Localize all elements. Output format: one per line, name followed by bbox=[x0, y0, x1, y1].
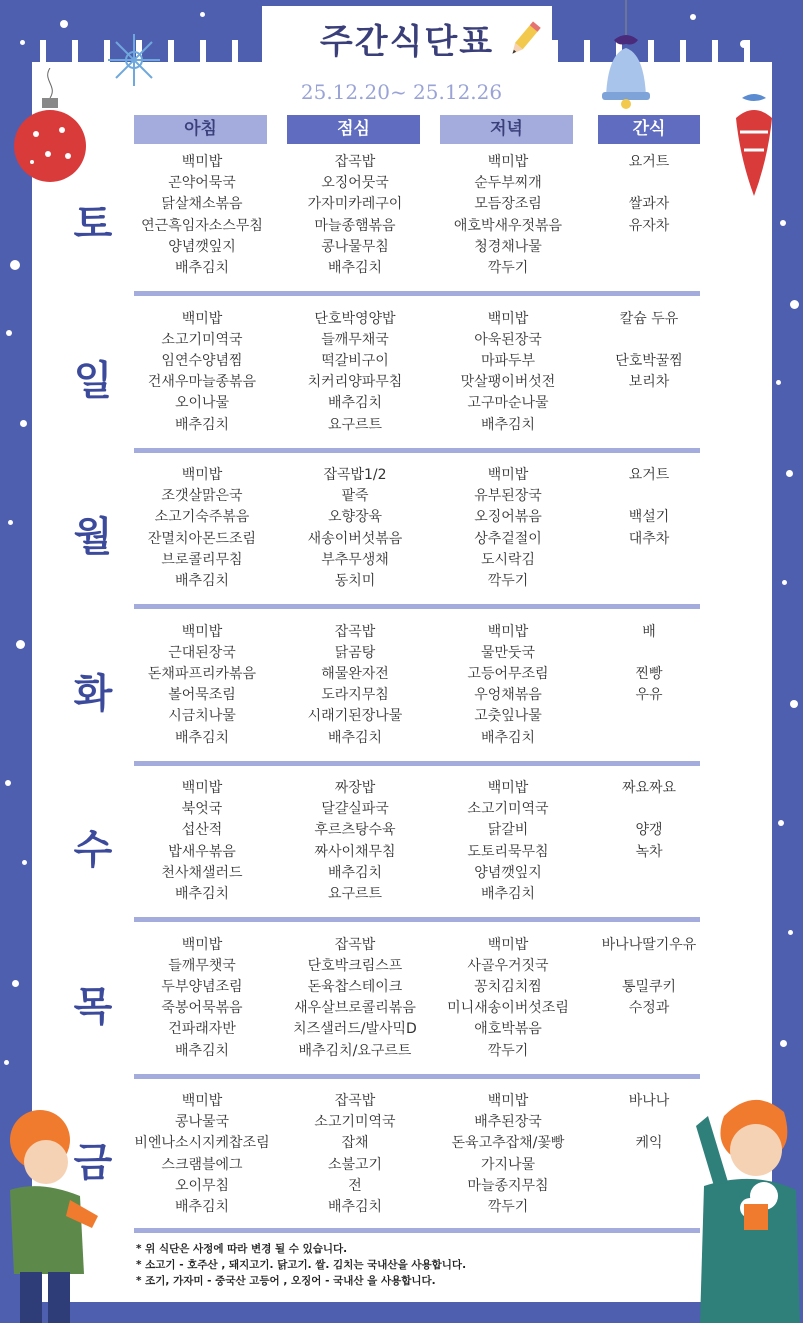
menu-item-snack: 바나나딸기우유 bbox=[601, 936, 697, 953]
menu-item-snack: 짜요짜요 bbox=[621, 780, 677, 796]
day-separator bbox=[134, 1228, 700, 1233]
menu-item-breakfast: 북엇국 bbox=[181, 801, 223, 818]
menu-item-dinner: 깍두기 bbox=[487, 260, 529, 276]
snow-dot bbox=[780, 220, 786, 226]
menu-item-dinner: 우엉채볶음 bbox=[474, 687, 542, 704]
menu-item-snack: 수정과 bbox=[628, 1000, 670, 1017]
menu-item-breakfast: 천사채샐러드 bbox=[161, 864, 243, 881]
snow-dot bbox=[16, 640, 25, 649]
day-separator bbox=[134, 1074, 700, 1079]
note-line: * 소고기 - 호주산 , 돼지고기. 닭고기. 쌀. 김치는 국내산을 사용합니다. bbox=[136, 1259, 467, 1271]
note-line: * 위 식단은 사정에 따라 변경 될 수 있습니다. bbox=[136, 1243, 348, 1255]
menu-item-dinner: 고춧잎나물 bbox=[474, 708, 542, 725]
menu-item-lunch: 배추김치 bbox=[327, 1199, 383, 1215]
menu-item-dinner: 상추겉절이 bbox=[474, 530, 542, 547]
menu-item-snack: 요거트 bbox=[628, 467, 670, 483]
menu-item-dinner: 배추된장국 bbox=[474, 1114, 542, 1131]
border-tick bbox=[680, 40, 686, 62]
menu-item-snack: 단호박꿀찜 bbox=[615, 352, 683, 369]
day-label: 월 bbox=[73, 514, 113, 560]
menu-item-breakfast: 볼어묵조림 bbox=[168, 687, 236, 704]
menu-item-lunch: 새송이버섯볶음 bbox=[307, 530, 403, 547]
menu-item-lunch: 부추무생채 bbox=[321, 551, 389, 568]
snow-dot bbox=[20, 420, 27, 427]
notes bbox=[136, 1241, 466, 1289]
menu-item-breakfast: 잔멸치아몬드조림 bbox=[147, 530, 257, 547]
menu-item-lunch: 팥죽 bbox=[341, 488, 369, 505]
menu-item-dinner: 도시락김 bbox=[480, 551, 536, 568]
snow-dot bbox=[778, 820, 784, 826]
menu-item-lunch: 배추김치/요구르트 bbox=[298, 1042, 412, 1059]
child-right-illustration bbox=[684, 1086, 803, 1323]
menu-item-lunch: 짜사이채무침 bbox=[314, 843, 396, 860]
menu-item-dinner: 청경채나물 bbox=[474, 238, 542, 255]
menu-item-breakfast: 근대된장국 bbox=[168, 644, 236, 661]
menu-item-dinner: 양념깻잎지 bbox=[474, 864, 542, 881]
menu-item-lunch: 떡갈비구이 bbox=[321, 352, 389, 369]
menu-item-dinner: 유부된장국 bbox=[474, 488, 542, 505]
snow-dot bbox=[8, 520, 13, 525]
menu-item-dinner: 아욱된장국 bbox=[474, 331, 542, 348]
border-tick bbox=[200, 40, 206, 62]
menu-item-lunch: 도라지무침 bbox=[321, 687, 389, 704]
menu-item-dinner: 도토리묵무침 bbox=[467, 843, 549, 860]
menu-item-lunch: 잡곡밥 bbox=[334, 623, 376, 640]
column-header-lunch: 점심 bbox=[287, 115, 420, 144]
date-range: 25.12.20~ 25.12.26 bbox=[300, 80, 503, 104]
day-label: 금 bbox=[73, 1140, 113, 1186]
menu-item-lunch: 잡곡밥 bbox=[334, 154, 376, 170]
snow-dot bbox=[790, 300, 799, 309]
menu-item-breakfast: 백미밥 bbox=[181, 1093, 223, 1109]
border-tick bbox=[584, 40, 590, 62]
menu-item-dinner: 미니새송이버섯조림 bbox=[447, 1000, 569, 1017]
menu-item-snack: 양갱 bbox=[635, 822, 663, 839]
snow-dot bbox=[690, 14, 696, 20]
snow-dot bbox=[20, 40, 25, 45]
menu-item-breakfast: 오이무침 bbox=[174, 1177, 230, 1194]
snow-dot bbox=[788, 930, 793, 935]
menu-item-lunch: 소불고기 bbox=[327, 1156, 383, 1173]
snow-dot bbox=[6, 330, 12, 336]
day-label: 토 bbox=[73, 201, 113, 247]
menu-item-dinner: 맛살팽이버섯전 bbox=[460, 374, 556, 391]
menu-item-breakfast: 스크램블에그 bbox=[161, 1156, 243, 1173]
menu-item-breakfast: 오이나물 bbox=[174, 395, 230, 412]
menu-item-breakfast: 백미밥 bbox=[181, 936, 223, 953]
menu-item-lunch: 들깨무채국 bbox=[321, 331, 389, 348]
menu-item-snack: 녹차 bbox=[635, 843, 663, 860]
menu-item-lunch: 가자미카레구이 bbox=[307, 196, 403, 213]
menu-item-lunch: 오향장육 bbox=[327, 509, 383, 526]
menu-item-breakfast: 연근흑임자소스무침 bbox=[141, 217, 263, 234]
menu-item-dinner: 깍두기 bbox=[487, 1042, 529, 1059]
menu-item-lunch: 달걀실파국 bbox=[321, 801, 389, 818]
menu-item-snack: 요거트 bbox=[628, 154, 670, 170]
menu-item-breakfast: 돈채파프리카볶음 bbox=[147, 665, 257, 682]
menu-item-dinner: 애호박볶음 bbox=[474, 1021, 542, 1038]
menu-item-lunch: 잡곡밥 bbox=[334, 1093, 376, 1109]
snow-dot bbox=[790, 700, 798, 708]
snow-dot bbox=[12, 980, 19, 987]
menu-item-dinner: 꽁치김치찜 bbox=[474, 978, 542, 995]
menu-item-dinner: 백미밥 bbox=[487, 467, 529, 483]
menu-item-lunch: 단호박영양밥 bbox=[314, 310, 396, 327]
menu-item-dinner: 백미밥 bbox=[487, 623, 529, 640]
menu-item-breakfast: 건파래자반 bbox=[168, 1021, 236, 1038]
menu-item-dinner: 마늘종지무침 bbox=[467, 1177, 549, 1194]
menu-item-snack: 케익 bbox=[635, 1135, 663, 1152]
menu-item-snack: 우유 bbox=[635, 687, 663, 704]
menu-item-lunch: 잡채 bbox=[341, 1135, 369, 1152]
menu-item-breakfast: 백미밥 bbox=[181, 467, 223, 483]
border-tick bbox=[552, 40, 558, 62]
day-separator bbox=[134, 291, 700, 296]
menu-item-breakfast: 닭살채소볶음 bbox=[161, 196, 243, 213]
menu-item-lunch: 배추김치 bbox=[327, 395, 383, 412]
column-header-dinner: 저녁 bbox=[440, 115, 573, 144]
menu-item-lunch: 짜장밥 bbox=[334, 780, 376, 796]
menu-item-breakfast: 소고기미역국 bbox=[161, 331, 243, 348]
menu-item-lunch: 전 bbox=[348, 1177, 362, 1194]
menu-item-lunch: 배추김치 bbox=[327, 864, 383, 881]
menu-item-breakfast: 밥새우볶음 bbox=[168, 843, 236, 860]
border-tick bbox=[72, 40, 78, 62]
red-drop-ornament-icon bbox=[728, 88, 780, 200]
menu-item-snack: 찐빵 bbox=[635, 665, 663, 682]
menu-item-dinner: 가지나물 bbox=[480, 1156, 536, 1173]
menu-item-dinner: 순두부찌개 bbox=[474, 175, 542, 192]
menu-item-snack: 바나나 bbox=[628, 1093, 670, 1109]
border-tick bbox=[40, 40, 46, 62]
menu-item-dinner: 깍두기 bbox=[487, 573, 529, 589]
menu-item-breakfast: 두부양념조림 bbox=[161, 978, 243, 995]
menu-item-breakfast: 건새우마늘종볶음 bbox=[147, 374, 257, 391]
menu-item-lunch: 콩나물무침 bbox=[321, 238, 389, 255]
menu-item-dinner: 배추김치 bbox=[480, 886, 536, 902]
snow-dot bbox=[60, 20, 68, 28]
menu-item-breakfast: 배추김치 bbox=[174, 1042, 230, 1059]
day-label: 수 bbox=[73, 827, 113, 873]
menu-item-breakfast: 시금치나물 bbox=[168, 708, 236, 725]
menu-item-dinner: 돈육고추잡채/꽃빵 bbox=[451, 1135, 565, 1152]
menu-item-breakfast: 양념깻잎지 bbox=[168, 238, 236, 255]
menu-item-dinner: 배추김치 bbox=[480, 416, 536, 433]
column-header-breakfast: 아침 bbox=[134, 115, 267, 144]
menu-item-breakfast: 배추김치 bbox=[174, 260, 230, 276]
menu-item-lunch: 잡곡밥 bbox=[334, 936, 376, 953]
menu-item-dinner: 물만둣국 bbox=[480, 644, 536, 661]
day-separator bbox=[134, 604, 700, 609]
menu-item-lunch: 마늘종햄볶음 bbox=[314, 217, 396, 234]
menu-item-lunch: 치즈샐러드/발사믹D bbox=[293, 1021, 417, 1038]
menu-item-dinner: 사골우거짓국 bbox=[467, 957, 549, 974]
day-separator bbox=[134, 917, 700, 922]
pencil-icon bbox=[506, 20, 542, 60]
column-header-snack: 간식 bbox=[598, 115, 700, 144]
day-label: 일 bbox=[73, 357, 113, 404]
menu-item-breakfast: 조갯살맑은국 bbox=[161, 488, 243, 505]
menu-item-dinner: 모듬장조림 bbox=[474, 196, 542, 213]
menu-item-dinner: 소고기미역국 bbox=[467, 801, 549, 818]
menu-item-breakfast: 배추김치 bbox=[174, 729, 230, 746]
menu-item-snack: 배 bbox=[642, 623, 656, 640]
menu-item-lunch: 동치미 bbox=[334, 573, 376, 589]
page-title: 주간식단표 bbox=[320, 14, 494, 63]
menu-item-lunch: 잡곡밥1/2 bbox=[323, 467, 387, 483]
menu-item-snack: 보리차 bbox=[628, 374, 670, 391]
menu-item-dinner: 닭갈비 bbox=[487, 822, 529, 839]
menu-item-dinner: 백미밥 bbox=[487, 310, 529, 327]
snow-dot bbox=[740, 40, 748, 48]
menu-item-lunch: 배추김치 bbox=[327, 729, 383, 746]
menu-item-breakfast: 배추김치 bbox=[174, 416, 230, 433]
border-tick bbox=[168, 40, 174, 62]
snow-dot bbox=[782, 580, 787, 585]
menu-item-lunch: 배추김치 bbox=[327, 260, 383, 276]
menu-item-snack: 통밀쿠키 bbox=[621, 978, 677, 995]
menu-item-lunch: 닭곰탕 bbox=[334, 644, 376, 661]
menu-item-lunch: 오징어뭇국 bbox=[321, 175, 389, 192]
menu-item-dinner: 고구마순나물 bbox=[467, 395, 549, 412]
menu-item-lunch: 시래기된장나물 bbox=[307, 708, 403, 725]
menu-item-breakfast: 소고기숙주볶음 bbox=[154, 509, 250, 526]
menu-item-breakfast: 백미밥 bbox=[181, 623, 223, 640]
day-label: 목 bbox=[73, 983, 113, 1030]
menu-item-dinner: 애호박새우젓볶음 bbox=[453, 217, 563, 234]
menu-item-lunch: 소고기미역국 bbox=[314, 1114, 396, 1131]
menu-item-breakfast: 백미밥 bbox=[181, 310, 223, 327]
menu-item-dinner: 마파두부 bbox=[480, 352, 536, 369]
snow-dot bbox=[780, 1040, 787, 1047]
menu-item-dinner: 백미밥 bbox=[487, 1093, 529, 1109]
menu-item-breakfast: 콩나물국 bbox=[174, 1114, 230, 1131]
menu-item-lunch: 새우살브로콜리볶음 bbox=[294, 1000, 416, 1017]
menu-item-breakfast: 들깨무챗국 bbox=[168, 957, 236, 974]
menu-item-lunch: 돈육찹스테이크 bbox=[307, 978, 403, 995]
menu-item-lunch: 후르츠탕수육 bbox=[314, 822, 396, 839]
day-separator bbox=[134, 448, 700, 453]
menu-item-dinner: 오징어볶음 bbox=[474, 509, 542, 526]
menu-item-breakfast: 백미밥 bbox=[181, 154, 223, 170]
menu-item-dinner: 깍두기 bbox=[487, 1199, 529, 1215]
menu-item-lunch: 요구르트 bbox=[327, 416, 383, 433]
menu-item-dinner: 고등어무조림 bbox=[467, 665, 549, 682]
menu-item-breakfast: 백미밥 bbox=[181, 780, 223, 796]
menu-item-breakfast: 섭산적 bbox=[181, 822, 223, 839]
menu-item-breakfast: 배추김치 bbox=[174, 573, 230, 589]
menu-item-lunch: 치커리양파무침 bbox=[307, 374, 403, 391]
menu-item-lunch: 해물완자전 bbox=[321, 665, 389, 682]
menu-item-dinner: 백미밥 bbox=[487, 936, 529, 953]
snow-dot bbox=[4, 1060, 9, 1065]
border-tick bbox=[232, 40, 238, 62]
menu-item-snack: 쌀과자 bbox=[628, 196, 670, 213]
menu-item-breakfast: 곤약어묵국 bbox=[168, 175, 236, 192]
menu-item-dinner: 배추김치 bbox=[480, 729, 536, 746]
menu-item-breakfast: 죽봉어묵볶음 bbox=[161, 1000, 243, 1017]
menu-item-snack: 백설기 bbox=[628, 509, 670, 526]
menu-item-snack: 유자차 bbox=[628, 217, 670, 234]
menu-item-breakfast: 임연수양념찜 bbox=[161, 352, 243, 369]
snow-dot bbox=[200, 12, 205, 17]
snow-dot bbox=[5, 780, 11, 786]
menu-item-breakfast: 배추김치 bbox=[174, 886, 230, 902]
menu-item-snack: 칼슘 두유 bbox=[619, 310, 679, 327]
snow-dot bbox=[786, 470, 793, 477]
menu-item-lunch: 요구르트 bbox=[327, 886, 383, 902]
snow-dot bbox=[10, 260, 20, 270]
menu-item-snack: 대추차 bbox=[628, 530, 670, 547]
menu-item-breakfast: 비엔나소시지케찹조림 bbox=[134, 1135, 270, 1152]
menu-item-breakfast: 배추김치 bbox=[174, 1199, 230, 1215]
day-separator bbox=[134, 761, 700, 766]
snow-dot bbox=[22, 860, 27, 865]
menu-item-dinner: 백미밥 bbox=[487, 154, 529, 170]
snow-dot bbox=[776, 380, 781, 385]
menu-item-lunch: 단호박크림스프 bbox=[307, 957, 403, 974]
border-tick bbox=[712, 40, 718, 62]
menu-item-breakfast: 브로콜리무침 bbox=[161, 551, 243, 568]
menu-item-dinner: 백미밥 bbox=[487, 780, 529, 796]
day-label: 화 bbox=[73, 670, 113, 717]
note-line: * 조기, 가자미 - 중국산 고등어 , 오징어 - 국내산 을 사용합니다. bbox=[136, 1275, 436, 1287]
